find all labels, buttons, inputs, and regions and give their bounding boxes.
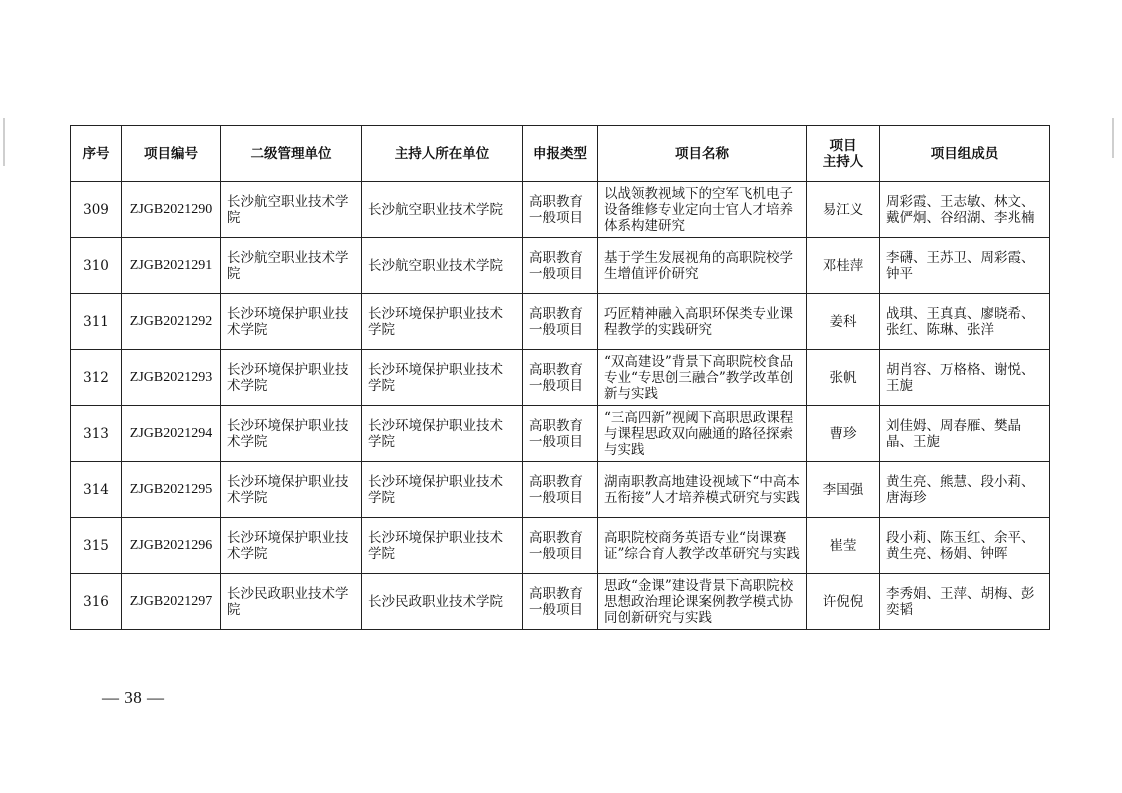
cell-project-leader-text: 易江义 bbox=[822, 201, 864, 218]
header-team-members: 项目组成员 bbox=[880, 126, 1050, 182]
cell-management-unit bbox=[221, 406, 362, 462]
cell-project-name-text: 湖南职教高地建设视域下“中高本五衔接”人才培养模式研究与实践 bbox=[604, 473, 800, 506]
cell-seq-text: 315 bbox=[83, 537, 109, 554]
cell-team-members bbox=[880, 574, 1050, 630]
cell-project-code-text: ZJGB2021296 bbox=[129, 537, 213, 553]
cell-host-unit-text: 长沙环境保护职业技术学院 bbox=[368, 473, 503, 506]
cell-host-unit bbox=[362, 574, 523, 630]
table-header-row bbox=[71, 126, 1050, 182]
cell-project-leader bbox=[807, 406, 880, 462]
cell-seq bbox=[71, 294, 122, 350]
scan-edge-mark-right bbox=[1112, 118, 1114, 158]
cell-management-unit-text: 长沙环境保护职业技术学院 bbox=[227, 529, 349, 562]
cell-project-name-text: “三高四新”视阈下高职思政课程与课程思政双向融通的路径探索与实践 bbox=[604, 409, 794, 458]
cell-team-members bbox=[880, 182, 1050, 238]
cell-application-type bbox=[523, 294, 598, 350]
cell-project-name-text: 高职院校商务英语专业“岗课赛证”综合育人教学改革研究与实践 bbox=[604, 529, 800, 562]
table-body bbox=[71, 182, 1050, 630]
table-row bbox=[71, 238, 1050, 294]
scan-edge-mark-left bbox=[3, 118, 5, 166]
cell-project-name bbox=[598, 182, 807, 238]
cell-team-members bbox=[880, 518, 1050, 574]
cell-seq bbox=[71, 406, 122, 462]
cell-team-members-text: 黄生亮、熊慧、段小莉、唐海珍 bbox=[886, 473, 1035, 506]
cell-host-unit bbox=[362, 238, 523, 294]
cell-project-name-text: 基于学生发展视角的高职院校学生增值评价研究 bbox=[604, 249, 793, 282]
cell-project-leader-text: 崔莹 bbox=[829, 537, 857, 554]
cell-host-unit-text: 长沙航空职业技术学院 bbox=[368, 257, 503, 274]
cell-management-unit bbox=[221, 350, 362, 406]
cell-application-type-text: 高职教育一般项目 bbox=[529, 305, 583, 338]
cell-application-type bbox=[523, 350, 598, 406]
cell-team-members-text: 段小莉、陈玉红、余平、黄生亮、杨娟、钟晖 bbox=[886, 529, 1035, 562]
table-row bbox=[71, 294, 1050, 350]
header-project-leader: 项目 主持人 bbox=[807, 126, 880, 182]
cell-application-type bbox=[523, 238, 598, 294]
cell-host-unit bbox=[362, 182, 523, 238]
cell-project-leader-text: 李国强 bbox=[822, 481, 864, 498]
cell-team-members-text: 李秀娟、王萍、胡梅、彭奕韬 bbox=[886, 585, 1035, 618]
cell-host-unit bbox=[362, 406, 523, 462]
cell-project-leader-text: 曹珍 bbox=[829, 425, 857, 442]
table-row bbox=[71, 574, 1050, 630]
cell-project-name bbox=[598, 406, 807, 462]
header-project-code: 项目编号 bbox=[122, 126, 221, 182]
cell-seq bbox=[71, 574, 122, 630]
cell-project-leader bbox=[807, 238, 880, 294]
header-seq: 序号 bbox=[71, 126, 122, 182]
cell-team-members-text: 李礴、王苏卫、周彩霞、钟平 bbox=[886, 249, 1035, 282]
cell-project-name-text: 以战领教视域下的空军飞机电子设备维修专业定向士官人才培养体系构建研究 bbox=[604, 185, 793, 234]
table-row bbox=[71, 462, 1050, 518]
cell-application-type-text: 高职教育一般项目 bbox=[529, 193, 583, 226]
cell-seq bbox=[71, 350, 122, 406]
cell-host-unit-text: 长沙环境保护职业技术学院 bbox=[368, 529, 503, 562]
cell-project-code bbox=[122, 462, 221, 518]
cell-management-unit-text: 长沙环境保护职业技术学院 bbox=[227, 473, 349, 506]
cell-seq bbox=[71, 182, 122, 238]
cell-seq-text: 316 bbox=[83, 593, 109, 610]
cell-team-members bbox=[880, 462, 1050, 518]
cell-project-code-text: ZJGB2021291 bbox=[129, 257, 213, 273]
cell-project-name bbox=[598, 574, 807, 630]
cell-project-leader-text: 许倪倪 bbox=[822, 593, 864, 610]
cell-project-code bbox=[122, 182, 221, 238]
cell-host-unit-text: 长沙航空职业技术学院 bbox=[368, 201, 503, 218]
cell-seq bbox=[71, 518, 122, 574]
cell-management-unit bbox=[221, 238, 362, 294]
cell-team-members-text: 战琪、王真真、廖晓希、张红、陈琳、张洋 bbox=[886, 305, 1035, 338]
cell-management-unit-text: 长沙民政职业技术学院 bbox=[227, 585, 349, 618]
cell-project-leader bbox=[807, 350, 880, 406]
cell-team-members bbox=[880, 294, 1050, 350]
cell-project-code bbox=[122, 294, 221, 350]
cell-application-type-text: 高职教育一般项目 bbox=[529, 473, 583, 506]
cell-seq-text: 311 bbox=[83, 313, 109, 330]
cell-host-unit-text: 长沙环境保护职业技术学院 bbox=[368, 361, 503, 394]
cell-project-name bbox=[598, 518, 807, 574]
cell-project-leader bbox=[807, 294, 880, 350]
cell-host-unit bbox=[362, 294, 523, 350]
cell-application-type-text: 高职教育一般项目 bbox=[529, 361, 583, 394]
cell-project-code-text: ZJGB2021292 bbox=[129, 313, 213, 329]
cell-application-type bbox=[523, 518, 598, 574]
cell-application-type bbox=[523, 182, 598, 238]
cell-team-members-text: 周彩霞、王志敏、林文、戴俨炯、谷绍湖、李兆楠 bbox=[886, 193, 1035, 226]
table-row bbox=[71, 406, 1050, 462]
cell-project-name bbox=[598, 294, 807, 350]
header-project-name: 项目名称 bbox=[598, 126, 807, 182]
cell-seq bbox=[71, 462, 122, 518]
header-application-type: 申报类型 bbox=[523, 126, 598, 182]
cell-host-unit-text: 长沙民政职业技术学院 bbox=[368, 593, 503, 610]
cell-project-leader bbox=[807, 182, 880, 238]
cell-seq-text: 310 bbox=[83, 257, 109, 274]
cell-seq-text: 314 bbox=[83, 481, 109, 498]
cell-project-name-text: 巧匠精神融入高职环保类专业课程教学的实践研究 bbox=[604, 305, 793, 338]
cell-management-unit bbox=[221, 518, 362, 574]
cell-project-leader-text: 张帆 bbox=[829, 369, 857, 386]
cell-project-code bbox=[122, 574, 221, 630]
cell-management-unit bbox=[221, 462, 362, 518]
page-number: — 38 — bbox=[102, 688, 165, 707]
cell-project-code-text: ZJGB2021295 bbox=[129, 481, 213, 497]
cell-project-code-text: ZJGB2021293 bbox=[129, 369, 213, 385]
cell-host-unit-text: 长沙环境保护职业技术学院 bbox=[368, 305, 503, 338]
cell-management-unit-text: 长沙航空职业技术学院 bbox=[227, 193, 349, 226]
project-list-table bbox=[70, 125, 1050, 630]
cell-team-members bbox=[880, 238, 1050, 294]
table-row bbox=[71, 350, 1050, 406]
cell-host-unit bbox=[362, 518, 523, 574]
cell-host-unit bbox=[362, 350, 523, 406]
cell-project-leader bbox=[807, 518, 880, 574]
cell-project-code bbox=[122, 518, 221, 574]
cell-project-code-text: ZJGB2021290 bbox=[129, 201, 213, 217]
cell-management-unit bbox=[221, 294, 362, 350]
cell-host-unit-text: 长沙环境保护职业技术学院 bbox=[368, 417, 503, 450]
cell-team-members bbox=[880, 406, 1050, 462]
cell-team-members bbox=[880, 350, 1050, 406]
cell-application-type bbox=[523, 574, 598, 630]
cell-application-type bbox=[523, 462, 598, 518]
cell-seq-text: 312 bbox=[83, 369, 109, 386]
cell-management-unit bbox=[221, 574, 362, 630]
cell-host-unit bbox=[362, 462, 523, 518]
cell-project-code bbox=[122, 406, 221, 462]
cell-application-type-text: 高职教育一般项目 bbox=[529, 417, 583, 450]
cell-project-name bbox=[598, 238, 807, 294]
cell-seq-text: 313 bbox=[83, 425, 109, 442]
cell-team-members-text: 刘佳姆、周春雁、樊晶晶、王旎 bbox=[886, 417, 1021, 450]
cell-seq bbox=[71, 238, 122, 294]
cell-project-name bbox=[598, 462, 807, 518]
cell-project-name-text: “双高建设”背景下高职院校食品专业“专思创三融合”教学改革创新与实践 bbox=[604, 353, 794, 402]
cell-application-type bbox=[523, 406, 598, 462]
cell-management-unit-text: 长沙环境保护职业技术学院 bbox=[227, 305, 349, 338]
cell-application-type-text: 高职教育一般项目 bbox=[529, 249, 583, 282]
cell-seq-text: 309 bbox=[83, 201, 109, 218]
cell-management-unit-text: 长沙环境保护职业技术学院 bbox=[227, 417, 349, 450]
table-row bbox=[71, 518, 1050, 574]
cell-application-type-text: 高职教育一般项目 bbox=[529, 529, 583, 562]
cell-project-code bbox=[122, 238, 221, 294]
cell-project-name-text: 思政“金课”建设背景下高职院校思想政治理论课案例教学模式协同创新研究与实践 bbox=[604, 577, 794, 626]
cell-project-code-text: ZJGB2021294 bbox=[129, 425, 213, 441]
cell-management-unit-text: 长沙航空职业技术学院 bbox=[227, 249, 349, 282]
cell-application-type-text: 高职教育一般项目 bbox=[529, 585, 583, 618]
cell-project-leader-text: 邓桂萍 bbox=[822, 257, 864, 274]
cell-project-code bbox=[122, 350, 221, 406]
cell-project-leader bbox=[807, 574, 880, 630]
cell-project-code-text: ZJGB2021297 bbox=[129, 593, 213, 609]
header-host-unit: 主持人所在单位 bbox=[362, 126, 523, 182]
cell-project-leader-text: 姜科 bbox=[829, 313, 857, 330]
cell-project-name bbox=[598, 350, 807, 406]
cell-management-unit-text: 长沙环境保护职业技术学院 bbox=[227, 361, 349, 394]
header-management-unit: 二级管理单位 bbox=[221, 126, 362, 182]
cell-project-leader bbox=[807, 462, 880, 518]
table-row bbox=[71, 182, 1050, 238]
cell-management-unit bbox=[221, 182, 362, 238]
cell-team-members-text: 胡肖容、万格格、谢悦、王旎 bbox=[886, 361, 1035, 394]
